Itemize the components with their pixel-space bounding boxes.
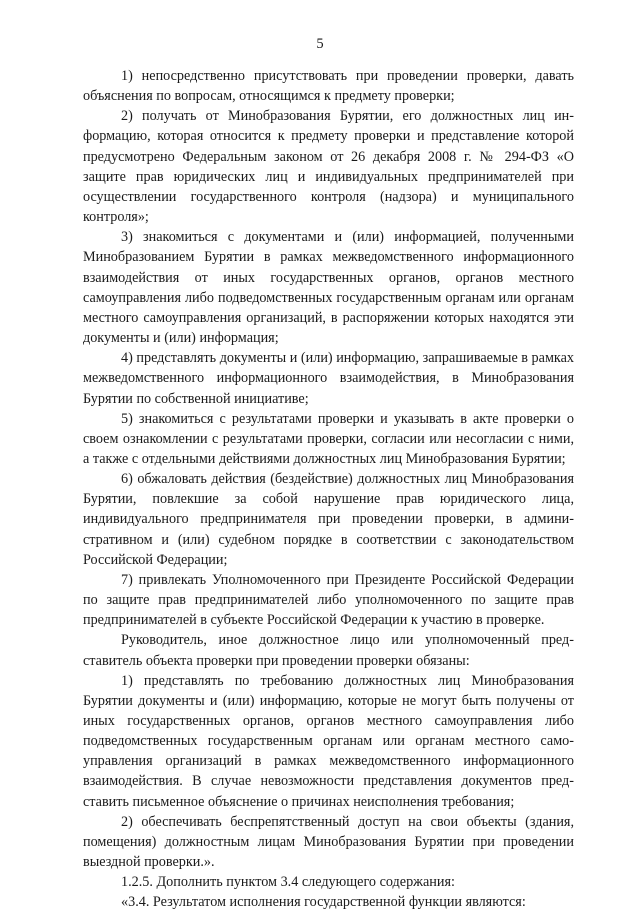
paragraph: «3.4. Результатом исполнения государственной функции являются: xyxy=(121,894,526,911)
paragraph: 1.2.5. Дополнить пунктом 3.4 следующего содержания: xyxy=(121,874,455,891)
paragraph: 2) получать от Минобразования Бурятии, его должностных лиц информацию, которая относится к предмету проверки и представление которой предусмотрено Федеральным законом от 26 декабря 2008 г. № 294-ФЗ «О защите прав юридических лиц и индивидуальных предпринимателей при осуществлении государственного контроля (надзора) и муниципального контроля»; xyxy=(83,108,574,226)
paragraph: 6) обжаловать действия (бездействие) должностных лиц Минобразования Бурятии, повлекшие за собой нарушение прав юридического лица, индивидуального предпринимателя при проведении проверки, в административном и (или) судебном порядке в соответствии с законодательством Российской Федерации; xyxy=(83,471,574,568)
paragraph: 7) привлекать Уполномоченного при Президенте Российской Федерации по защите прав предпринимателей либо уполномоченного по защите прав предпринимателей в субъекте Российской Федерации к участию в проверке. xyxy=(83,571,574,629)
paragraph: 5) знакомиться с результатами проверки и указывать в акте проверки о своем ознакомлении с результатами проверки, согласии или несогласии с ними, а также с отдельными действиями должностных лиц Минобразования Бурятии; xyxy=(83,410,574,467)
paragraph: 2) обеспечивать беспрепятственный доступ на свои объекты (здания, помещения) должностным лицам Минобразования Бурятии при проведении выездной проверки.». xyxy=(83,813,574,871)
paragraph: 1) непосредственно присутствовать при проведении проверки, давать объяснения по вопросам, относящимся к предмету проверки; xyxy=(83,68,574,105)
paragraph: 3) знакомиться с документами и (или) информацией, полученными Минобразованием Бурятии в рамках межведомственного информационного взаимодействия от иных государственных органов, органов местного самоуправления либо подведомственных государственным органам или органам местного самоуправления организаций, в распоряжении которых находятся эти документы и (или) информация; xyxy=(83,229,574,347)
page-number: 5 xyxy=(316,36,324,52)
paragraph: Руководитель, иное должностное лицо или уполномоченный представитель объекта проверки при проведении проверки обязаны: xyxy=(83,632,574,669)
paragraph: 1) представлять по требованию должностных лиц Минобразования Бурятии документы и (или) информацию, которые не могут быть получены от иных государственных органов, органов местного самоуправления либо подведомственных государственным органам или органам местного самоуправления организаций в рамках межведомственного информационного взаимодействия. В случае невозможности представления документов представить письменное объяснение о причинах неисполнения требования; xyxy=(83,672,574,810)
body-text xyxy=(83,66,574,913)
paragraph: 4) представлять документы и (или) информацию, запрашиваемые в рамках межведомственного информационного взаимодействия, в Минобразования Бурятии по собственной инициативе; xyxy=(83,350,574,407)
